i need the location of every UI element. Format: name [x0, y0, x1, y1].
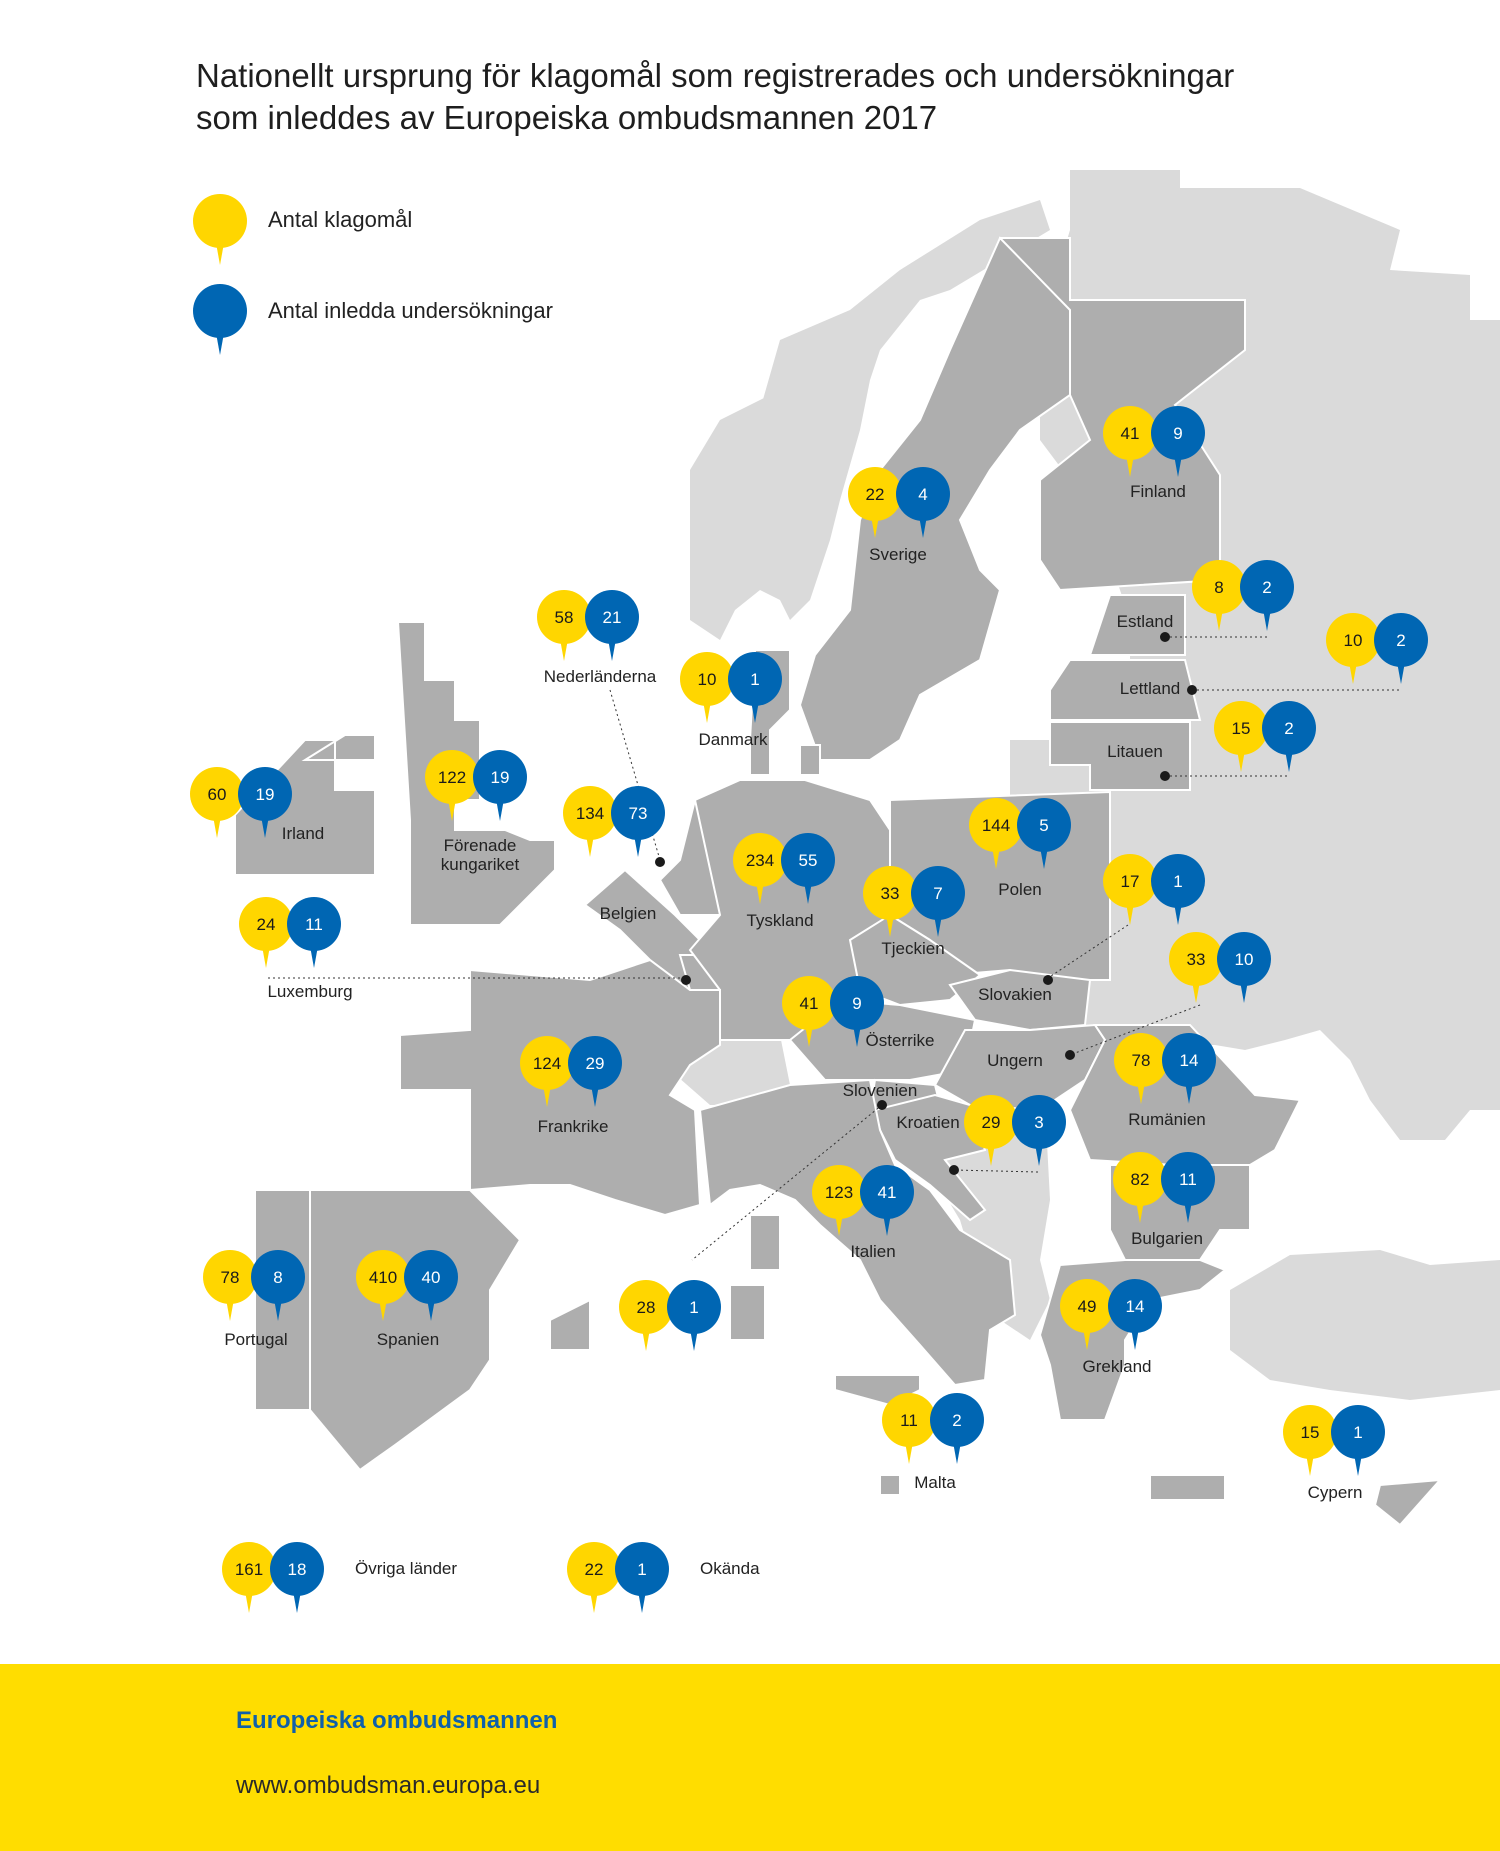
luxemburg-complaints-pin: 24 [239, 897, 293, 951]
lettland-inquiries-pin: 2 [1374, 613, 1428, 667]
forenade-kungariket-label: Förenade kungariket [440, 836, 520, 874]
frankrike-inquiries-pin: 29 [568, 1036, 622, 1090]
dot-luxemburg [681, 975, 691, 985]
dot-croatia [949, 1165, 959, 1175]
nederlanderna-label: Nederländerna [543, 667, 657, 686]
footer-band [0, 1664, 1500, 1851]
tyskland-label: Tyskland [746, 911, 814, 930]
belgien-inquiries-pin: 73 [611, 786, 665, 840]
osterrike-label: Österrike [865, 1031, 935, 1050]
kroatien-complaints-pin: 29 [964, 1095, 1018, 1149]
country-denmark-island [800, 745, 820, 775]
estland-complaints-pin: 8 [1192, 560, 1246, 614]
slovenien-label: Slovenien [842, 1081, 918, 1100]
dot-hungary [1065, 1050, 1075, 1060]
country-italy-sardinia [730, 1285, 765, 1340]
nederlanderna-complaints-pin: 58 [537, 590, 591, 644]
kroatien-label: Kroatien [896, 1113, 960, 1132]
okanda-label: Okända [700, 1559, 760, 1578]
cypern-inquiries-pin: 1 [1331, 1405, 1385, 1459]
dot-estonia [1160, 632, 1170, 642]
region-turkey [1230, 1250, 1500, 1400]
dot-slovenia [877, 1100, 887, 1110]
cypern-complaints-pin: 15 [1283, 1405, 1337, 1459]
finland-inquiries-pin: 9 [1151, 406, 1205, 460]
estland-inquiries-pin: 2 [1240, 560, 1294, 614]
ungern-label: Ungern [987, 1051, 1043, 1070]
slovakien-complaints-pin: 17 [1103, 854, 1157, 908]
country-malta [880, 1475, 900, 1495]
tjeckien-label: Tjeckien [881, 939, 945, 958]
estland-label: Estland [1116, 612, 1174, 631]
footer-url[interactable]: www.ombudsman.europa.eu [236, 1772, 541, 1799]
rumanien-inquiries-pin: 14 [1162, 1033, 1216, 1087]
cypern-label: Cypern [1307, 1483, 1363, 1502]
legend-complaints-label: Antal klagomål [268, 207, 413, 232]
polen-inquiries-pin: 5 [1017, 798, 1071, 852]
country-france [400, 960, 720, 1215]
tjeckien-inquiries-pin: 7 [911, 866, 965, 920]
title-line-1: Nationellt ursprung för klagomål som registrerades och undersökningar [196, 57, 1235, 94]
legend-complaints-pin [193, 194, 247, 248]
footer-org-name: Europeiska ombudsmannen [236, 1707, 558, 1734]
region-belarus [1030, 765, 1085, 790]
ovriga-lander-inquiries-pin: 18 [270, 1542, 324, 1596]
rumanien-complaints-pin: 78 [1114, 1033, 1168, 1087]
forenade-kungariket-inquiries-pin: 19 [473, 750, 527, 804]
irland-complaints-pin: 60 [190, 767, 244, 821]
finland-complaints-pin: 41 [1103, 406, 1157, 460]
luxemburg-inquiries-pin: 11 [287, 897, 341, 951]
danmark-complaints-pin: 10 [680, 652, 734, 706]
okanda-inquiries-pin: 1 [615, 1542, 669, 1596]
dot-slovakia [1043, 975, 1053, 985]
luxemburg-label: Luxemburg [267, 982, 353, 1001]
slovakien-inquiries-pin: 1 [1151, 854, 1205, 908]
country-greece-crete [1150, 1475, 1225, 1500]
sverige-inquiries-pin: 4 [896, 467, 950, 521]
litauen-inquiries-pin: 2 [1262, 701, 1316, 755]
polen-label: Polen [998, 880, 1042, 899]
belgien-label: Belgien [599, 904, 657, 923]
nederlanderna-inquiries-pin: 21 [585, 590, 639, 644]
italien-inquiries-pin: 41 [860, 1165, 914, 1219]
country-spain-island [550, 1300, 590, 1350]
sverige-complaints-pin: 22 [848, 467, 902, 521]
bulgarien-complaints-pin: 82 [1113, 1152, 1167, 1206]
okanda-complaints-pin: 22 [567, 1542, 621, 1596]
osterrike-inquiries-pin: 9 [830, 976, 884, 1030]
spanien-label: Spanien [376, 1330, 440, 1349]
spanien-inquiries-pin: 40 [404, 1250, 458, 1304]
country-cyprus [1375, 1480, 1440, 1525]
bulgarien-label: Bulgarien [1131, 1229, 1203, 1248]
portugal-complaints-pin: 78 [203, 1250, 257, 1304]
malta-inquiries-pin: 2 [930, 1393, 984, 1447]
litauen-label: Litauen [1107, 742, 1163, 761]
kroatien-inquiries-pin: 3 [1012, 1095, 1066, 1149]
finland-label: Finland [1130, 482, 1186, 501]
polen-complaints-pin: 144 [969, 798, 1023, 852]
belgien-complaints-pin: 134 [563, 786, 617, 840]
country-corsica [750, 1215, 780, 1270]
bulgarien-inquiries-pin: 11 [1161, 1152, 1215, 1206]
italien-complaints-pin: 123 [812, 1165, 866, 1219]
rumanien-label: Rumänien [1128, 1110, 1206, 1129]
dot-netherlands [655, 857, 665, 867]
tyskland-complaints-pin: 234 [733, 833, 787, 887]
danmark-label: Danmark [698, 730, 768, 749]
italien-label: Italien [850, 1242, 896, 1261]
frankrike-label: Frankrike [537, 1117, 609, 1136]
grekland-complaints-pin: 49 [1060, 1279, 1114, 1333]
ungern-inquiries-pin: 10 [1217, 932, 1271, 986]
ovriga-lander-label: Övriga länder [355, 1559, 458, 1578]
title-line-2: som inleddes av Europeiska ombudsmannen 2017 [196, 99, 938, 136]
legend-inquiries-label: Antal inledda undersökningar [268, 298, 553, 323]
spanien-complaints-pin: 410 [356, 1250, 410, 1304]
lettland-complaints-pin: 10 [1326, 613, 1380, 667]
forenade-kungariket-complaints-pin: 122 [425, 750, 479, 804]
danmark-inquiries-pin: 1 [728, 652, 782, 706]
ungern-complaints-pin: 33 [1169, 932, 1223, 986]
portugal-label: Portugal [224, 1330, 288, 1349]
litauen-complaints-pin: 15 [1214, 701, 1268, 755]
tyskland-inquiries-pin: 55 [781, 833, 835, 887]
frankrike-complaints-pin: 124 [520, 1036, 574, 1090]
ovriga-lander-complaints-pin: 161 [222, 1542, 276, 1596]
portugal-inquiries-pin: 8 [251, 1250, 305, 1304]
grekland-label: Grekland [1082, 1357, 1152, 1376]
sverige-label: Sverige [869, 545, 927, 564]
legend-inquiries-pin [193, 284, 247, 338]
slovenien-complaints-pin: 28 [619, 1280, 673, 1334]
malta-complaints-pin: 11 [882, 1393, 936, 1447]
dot-lithuania [1160, 771, 1170, 781]
slovenien-inquiries-pin: 1 [667, 1280, 721, 1334]
irland-inquiries-pin: 19 [238, 767, 292, 821]
lettland-label: Lettland [1119, 679, 1181, 698]
irland-label: Irland [281, 824, 325, 843]
grekland-inquiries-pin: 14 [1108, 1279, 1162, 1333]
osterrike-complaints-pin: 41 [782, 976, 836, 1030]
malta-label: Malta [914, 1473, 956, 1492]
tjeckien-complaints-pin: 33 [863, 866, 917, 920]
slovakien-label: Slovakien [978, 985, 1052, 1004]
